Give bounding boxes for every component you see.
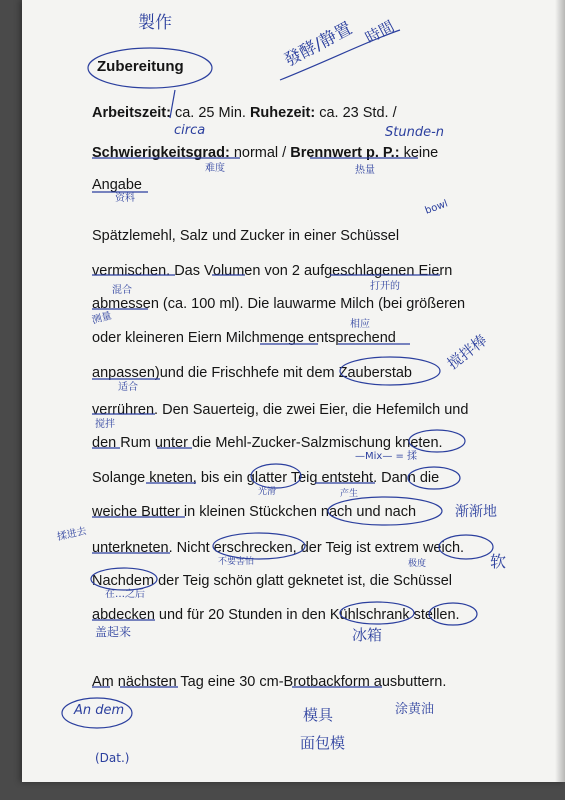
- note-dat: (Dat.): [95, 751, 130, 765]
- label-ruhezeit: Ruhezeit:: [249, 105, 316, 121]
- body-line-last: Am nächsten Tag eine 30 cm-Brotbackform ausbuttern.: [92, 674, 447, 690]
- note-dakai: 打开的: [370, 281, 400, 292]
- note-moju: 模具: [303, 706, 334, 724]
- note-chansheng: 产生: [340, 489, 359, 499]
- note-top: 製作: [138, 13, 172, 33]
- label-arbeitszeit: Arbeitszeit:: [92, 105, 171, 121]
- note-an-dem: An dem: [74, 703, 125, 718]
- body-line: weiche Butter in kleinen Stückchen nach und nach: [92, 504, 417, 520]
- value-brennwert: keine: [399, 145, 439, 161]
- label-brennwert: Brennwert p. P.:: [290, 145, 400, 161]
- note-diagonal-2: 時間: [362, 17, 398, 48]
- body-line: oder kleineren Eiern Milchmenge entsprechend: [92, 330, 396, 346]
- note-ruan: 软: [490, 552, 507, 571]
- note-stunden: Stunde-n: [385, 125, 445, 140]
- line-angabe: Angabe: [92, 177, 142, 193]
- line-schwierigkeit: [92, 144, 438, 162]
- body-line: Solange kneten, bis ein glatter Teig entsteht. Dann die: [92, 470, 440, 486]
- note-celiang: 测量: [90, 310, 113, 327]
- note-jiduan: 极度: [408, 559, 427, 569]
- note-guanghua: 光滑: [258, 487, 277, 497]
- note-muju2: 面包模: [300, 734, 346, 752]
- note-shipei: 适合: [118, 382, 138, 393]
- note-jianjian: 渐渐地: [455, 504, 497, 520]
- body-line: anpassen)und die Frischhefe mit dem Zauberstab: [92, 365, 412, 381]
- note-zhihou: 在…之后: [105, 589, 145, 600]
- body-line: verrühren. Den Sauerteig, die zwei Eier, die Hefemilch und: [92, 402, 469, 418]
- body-line: abmessen (ca. 100 ml). Die lauwarme Milch (bei größeren: [92, 296, 466, 312]
- label-schwierigkeit: Schwierigkeitsgrad:: [92, 145, 230, 161]
- body-line: unterkneten. Nicht erschrecken, der Teig ist extrem weich.: [92, 540, 465, 556]
- note-angabe: 资料: [115, 193, 135, 204]
- note-gaiqilai: 盖起来: [95, 625, 132, 639]
- note-xiangying: 相应: [350, 319, 370, 330]
- note-tumo: 涂黄油: [395, 702, 435, 717]
- note-nandu: 难度: [205, 163, 225, 174]
- note-haipa: 不要害怕: [218, 557, 255, 567]
- body-line: Nachdem der Teig schön glatt geknetet ist, die Schüssel: [92, 573, 453, 589]
- body-line: den Rum unter die Mehl-Zucker-Salzmischung kneten.: [92, 435, 443, 451]
- value-ruhezeit: ca. 23 Std. /: [315, 105, 397, 121]
- value-arbeitszeit: ca. 25 Min.: [170, 105, 250, 121]
- body-line: abdecken und für 20 Stunden in den Kühlschrank stellen.: [92, 607, 460, 623]
- note-reliang: 热量: [355, 165, 375, 176]
- note-jiaoban2: 搅拌: [95, 419, 115, 430]
- note-rou: 揉进去: [56, 526, 88, 544]
- heading: Zubereitung: [97, 58, 184, 75]
- body-line: vermischen. Das Volumen von 2 aufgeschlagenen Eiern: [92, 263, 453, 279]
- value-schwierigkeit: normal /: [229, 145, 291, 161]
- note-bingxiang: 冰箱: [352, 626, 383, 644]
- body-line: Spätzlemehl, Salz und Zucker in einer Schüssel: [92, 228, 400, 244]
- page-edge-shadow: [555, 0, 565, 782]
- note-hunhe: 混合: [112, 285, 132, 296]
- line-arbeitszeit: [92, 104, 397, 122]
- note-circa: circa: [174, 123, 206, 138]
- note-bowl: bowl: [423, 198, 450, 217]
- note-jiaoban: 搅拌棒: [443, 331, 491, 374]
- note-diagonal: 發酵/静置: [281, 18, 356, 71]
- note-mix: —Mix— = 揉: [355, 451, 418, 462]
